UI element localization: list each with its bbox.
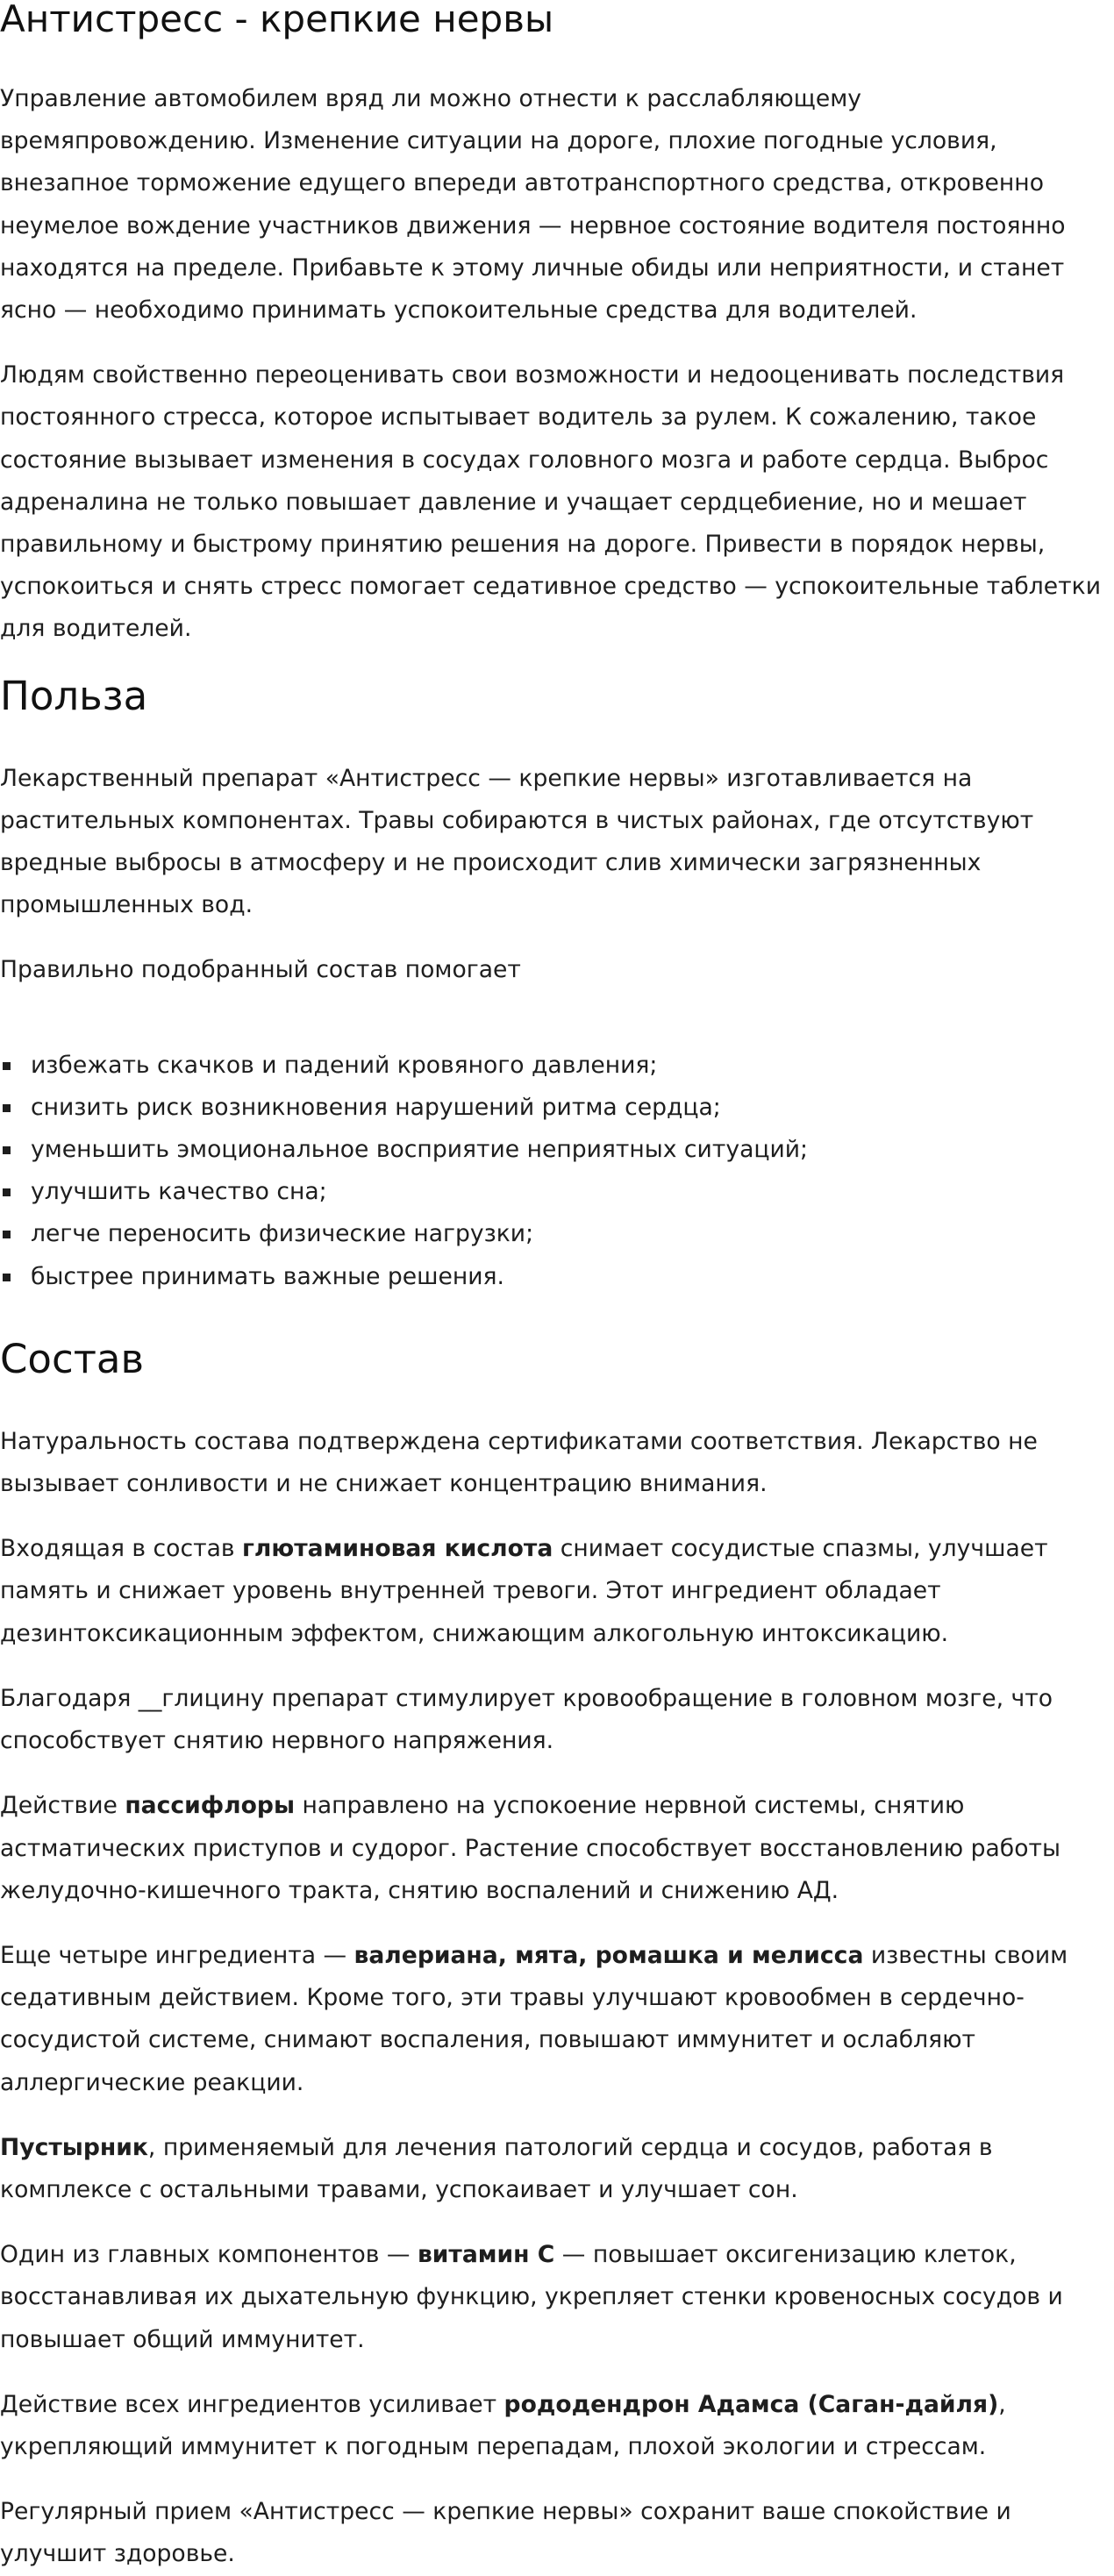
- bullet-icon: [3, 1188, 11, 1196]
- composition-paragraph-5: [0, 1935, 1107, 2104]
- intro-paragraph-1: Управление автомобилем вряд ли можно отнести к расслабляющему времяпровождению. Изменение ситуации на дороге, плохие погодные условия, внезапное торможение едущего впереди автотранспортного средства, откровенно неумелое вождение участников движения — нервное состояние водителя постоянно находятся на пределе. Прибавьте к этому личные обиды или неприятности, и станет ясно — необходимо принимать успокоительные средства для водителей.: [0, 85, 1066, 325]
- ingredient-name: рододендрон Адамса (Саган-дайля): [503, 2390, 999, 2418]
- text-span: известны своим седативным действием. Кроме того, эти травы улучшают кровообмен в сердечно-сосудистой системе, снимают воспаления, повышают иммунитет и ослабляют аллергические реакции.: [0, 1941, 1068, 2096]
- composition-paragraph-1: Натуральность состава подтверждена сертификатами соответствия. Лекарство не вызывает сонливости и не снижает концентрацию внимания.: [0, 1427, 1038, 1498]
- ingredient-name: пассифлоры: [125, 1792, 296, 1820]
- list-item-text: быстрее принимать важные решения.: [31, 1262, 504, 1290]
- bullet-icon: [3, 1274, 11, 1281]
- text-span: Действие всех ингредиентов усиливает: [0, 2390, 504, 2418]
- section-heading-benefit: Польза: [0, 672, 148, 719]
- list-item: [0, 1045, 1107, 1087]
- list-item-text: избежать скачков и падений кровяного давления;: [31, 1051, 658, 1079]
- text-span: , укрепляющий иммунитет к погодным перепадам, плохой экологии и стрессам.: [0, 2390, 1006, 2460]
- composition-paragraph-8: [0, 2384, 1107, 2468]
- list-item: [0, 1171, 1107, 1213]
- bullet-icon: [3, 1104, 11, 1112]
- ingredient-name: валериана, мята, ромашка и мелисса: [353, 1941, 864, 1969]
- benefit-list: [0, 1045, 1107, 1298]
- bullet-icon: [3, 1146, 11, 1154]
- composition-paragraph-7: [0, 2234, 1107, 2361]
- benefit-paragraph-1: Лекарственный препарат «Антистресс — крепкие нервы» изготавливается на растительных компонентах. Травы собираются в чистых районах, где отсутствуют вредные выбросы в атмосферу и не происходит слив химически загрязненных промышленных вод.: [0, 764, 1034, 919]
- composition-paragraph-9: Регулярный прием «Антистресс — крепкие нервы» сохранит ваше спокойствие и улучшит здоровье.: [0, 2498, 1011, 2568]
- list-item-text: улучшить качество сна;: [31, 1178, 327, 1206]
- intro-paragraph-2: Людям свойственно переоценивать свои возможности и недооценивать последствия постоянного стресса, которое испытывает водитель за рулем. К сожалению, такое состояние вызывает изменения в сосудах головного мозга и работе сердца. Выброс адреналина не только повышает давление и учащает сердцебиение, но и мешает правильному и быстрому принятию решения на дороге. Привести в порядок нервы, успокоиться и снять стресс помогает седативное средство — успокоительные таблетки для водителей.: [0, 361, 1101, 643]
- list-item: [0, 1087, 1107, 1129]
- composition-paragraph-3: Благодаря __глицину препарат стимулирует кровообращение в головном мозге, что способствует снятию нервного напряжения.: [0, 1684, 1053, 1755]
- ingredient-name: витамин С: [417, 2241, 555, 2269]
- list-item-text: снизить риск возникновения нарушений ритма сердца;: [31, 1093, 721, 1121]
- page-title: Антистресс - крепкие нервы: [0, 0, 554, 40]
- list-item: [0, 1256, 1107, 1298]
- composition-paragraph-6: [0, 2127, 1107, 2211]
- ingredient-name: Пустырник: [0, 2133, 148, 2161]
- text-span: Действие: [0, 1792, 125, 1820]
- composition-paragraph-2: [0, 1528, 1107, 1655]
- text-span: направлено на успокоение нервной системы, снятию астматических приступов и судорог. Растение способствует восстановлению работы желудочно-кишечного тракта, снятию воспалений и снижению АД.: [0, 1792, 1060, 1904]
- text-span: Входящая в состав: [0, 1535, 242, 1563]
- text-span: снимает сосудистые спазмы, улучшает память и снижает уровень внутренней тревоги. Этот ингредиент обладает дезинтоксикационным эффектом, снижающим алкогольную интоксикацию.: [0, 1535, 1048, 1647]
- bullet-icon: [3, 1231, 11, 1238]
- text-span: — повышает оксигенизацию клеток, восстанавливая их дыхательную функцию, укрепляет стенки кровеносных сосудов и повышает общий иммунитет.: [0, 2241, 1063, 2353]
- text-span: Один из главных компонентов —: [0, 2241, 418, 2269]
- section-heading-composition: Состав: [0, 1335, 145, 1382]
- list-item-text: легче переносить физические нагрузки;: [31, 1220, 534, 1248]
- list-item-text: уменьшить эмоциональное восприятие неприятных ситуаций;: [31, 1136, 808, 1164]
- list-item: [0, 1129, 1107, 1171]
- benefit-paragraph-2: Правильно подобранный состав помогает: [0, 956, 521, 984]
- bullet-icon: [3, 1062, 11, 1070]
- composition-paragraph-4: [0, 1785, 1107, 1912]
- ingredient-name: глютаминовая кислота: [242, 1535, 553, 1563]
- list-item: [0, 1213, 1107, 1255]
- text-span: Еще четыре ингредиента —: [0, 1941, 354, 1969]
- text-span: , применяемый для лечения патологий сердца и сосудов, работая в комплексе с остальными травами, успокаивает и улучшает сон.: [0, 2133, 993, 2203]
